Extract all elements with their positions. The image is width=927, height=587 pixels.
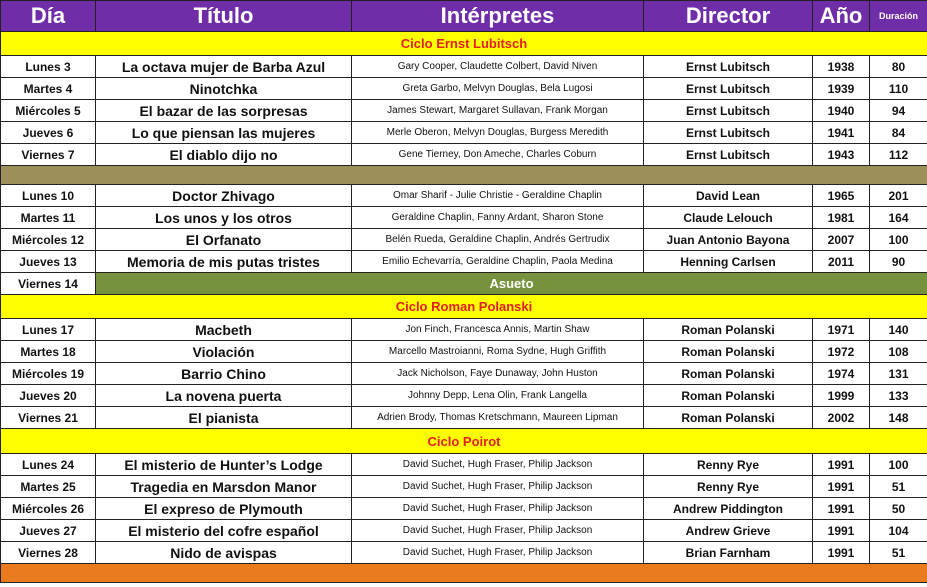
year-cell: 1999: [813, 385, 870, 407]
day-cell: Viernes 7: [1, 144, 96, 166]
table-row: [1, 454, 927, 476]
header-titulo: Título: [96, 1, 352, 32]
year-cell: 1938: [813, 56, 870, 78]
cast-cell: David Suchet, Hugh Fraser, Philip Jackson: [352, 498, 644, 520]
table-row: [1, 144, 927, 166]
cast-cell: Gary Cooper, Claudette Colbert, David Niven: [352, 56, 644, 78]
title-cell: Nido de avispas: [96, 542, 352, 564]
duration-cell: 131: [870, 363, 927, 385]
cast-cell: David Suchet, Hugh Fraser, Philip Jackson: [352, 542, 644, 564]
cycle-title: Ciclo Poirot: [1, 429, 927, 454]
day-cell: Jueves 20: [1, 385, 96, 407]
title-cell: El expreso de Plymouth: [96, 498, 352, 520]
day-cell: Viernes 21: [1, 407, 96, 429]
title-cell: Violación: [96, 341, 352, 363]
duration-cell: 100: [870, 454, 927, 476]
title-cell: Tragedia en Marsdon Manor: [96, 476, 352, 498]
table-row: [1, 207, 927, 229]
year-cell: 1971: [813, 319, 870, 341]
director-cell: Roman Polanski: [644, 407, 813, 429]
director-cell: Claude Lelouch: [644, 207, 813, 229]
separator-row: [1, 166, 927, 185]
footer-bar: [1, 564, 927, 583]
asueto-row: [1, 273, 927, 295]
title-cell: Barrio Chino: [96, 363, 352, 385]
director-cell: David Lean: [644, 185, 813, 207]
cast-cell: Jack Nicholson, Faye Dunaway, John Huston: [352, 363, 644, 385]
duration-cell: 94: [870, 100, 927, 122]
year-cell: 1943: [813, 144, 870, 166]
director-cell: Ernst Lubitsch: [644, 122, 813, 144]
director-cell: Ernst Lubitsch: [644, 100, 813, 122]
cycle-title: Ciclo Roman Polanski: [1, 295, 927, 319]
title-cell: La octava mujer de Barba Azul: [96, 56, 352, 78]
table-row: [1, 185, 927, 207]
duration-cell: 100: [870, 229, 927, 251]
duration-cell: 148: [870, 407, 927, 429]
table-row: [1, 229, 927, 251]
cast-cell: Johnny Depp, Lena Olin, Frank Langella: [352, 385, 644, 407]
year-cell: 1940: [813, 100, 870, 122]
director-cell: Ernst Lubitsch: [644, 78, 813, 100]
cast-cell: David Suchet, Hugh Fraser, Philip Jackson: [352, 476, 644, 498]
header-anio: Año: [813, 1, 870, 32]
table-row: [1, 251, 927, 273]
table-row: [1, 542, 927, 564]
year-cell: 1974: [813, 363, 870, 385]
cast-cell: Merle Oberon, Melvyn Douglas, Burgess Meredith: [352, 122, 644, 144]
day-cell: Miércoles 26: [1, 498, 96, 520]
header-duracion: Duración: [870, 1, 927, 32]
asueto-label: Asueto: [96, 273, 927, 295]
cycle-header-row: [1, 32, 927, 56]
day-cell: Viernes 28: [1, 542, 96, 564]
cast-cell: Gene Tierney, Don Ameche, Charles Coburn: [352, 144, 644, 166]
duration-cell: 51: [870, 542, 927, 564]
duration-cell: 164: [870, 207, 927, 229]
day-cell: Jueves 27: [1, 520, 96, 542]
year-cell: 1991: [813, 520, 870, 542]
duration-cell: 108: [870, 341, 927, 363]
table-row: [1, 476, 927, 498]
table-row: [1, 56, 927, 78]
duration-cell: 201: [870, 185, 927, 207]
title-cell: El bazar de las sorpresas: [96, 100, 352, 122]
year-cell: 1981: [813, 207, 870, 229]
duration-cell: 84: [870, 122, 927, 144]
table-row: [1, 407, 927, 429]
title-cell: El misterio de Hunter’s Lodge: [96, 454, 352, 476]
table-row: [1, 319, 927, 341]
director-cell: Brian Farnham: [644, 542, 813, 564]
day-cell: Martes 11: [1, 207, 96, 229]
day-cell: Martes 25: [1, 476, 96, 498]
year-cell: 1941: [813, 122, 870, 144]
title-cell: El Orfanato: [96, 229, 352, 251]
cast-cell: James Stewart, Margaret Sullavan, Frank Morgan: [352, 100, 644, 122]
duration-cell: 140: [870, 319, 927, 341]
duration-cell: 110: [870, 78, 927, 100]
duration-cell: 104: [870, 520, 927, 542]
duration-cell: 112: [870, 144, 927, 166]
day-cell: Jueves 6: [1, 122, 96, 144]
cast-cell: David Suchet, Hugh Fraser, Philip Jackson: [352, 520, 644, 542]
title-cell: Los unos y los otros: [96, 207, 352, 229]
title-cell: El pianista: [96, 407, 352, 429]
director-cell: Renny Rye: [644, 454, 813, 476]
year-cell: 1991: [813, 542, 870, 564]
director-cell: Andrew Piddington: [644, 498, 813, 520]
day-cell: Miércoles 5: [1, 100, 96, 122]
day-cell: Miércoles 19: [1, 363, 96, 385]
day-cell: Lunes 3: [1, 56, 96, 78]
title-cell: La novena puerta: [96, 385, 352, 407]
header-row: [1, 1, 927, 32]
cycle-header-row: [1, 429, 927, 454]
cast-cell: Jon Finch, Francesca Annis, Martin Shaw: [352, 319, 644, 341]
cast-cell: David Suchet, Hugh Fraser, Philip Jackson: [352, 454, 644, 476]
table-row: [1, 385, 927, 407]
year-cell: 1991: [813, 454, 870, 476]
title-cell: Lo que piensan las mujeres: [96, 122, 352, 144]
separator: [1, 166, 927, 185]
duration-cell: 80: [870, 56, 927, 78]
director-cell: Henning Carlsen: [644, 251, 813, 273]
day-cell: Viernes 14: [1, 273, 96, 295]
director-cell: Ernst Lubitsch: [644, 144, 813, 166]
cast-cell: Greta Garbo, Melvyn Douglas, Bela Lugosi: [352, 78, 644, 100]
title-cell: Memoria de mis putas tristes: [96, 251, 352, 273]
day-cell: Jueves 13: [1, 251, 96, 273]
table-row: [1, 122, 927, 144]
director-cell: Juan Antonio Bayona: [644, 229, 813, 251]
year-cell: 2007: [813, 229, 870, 251]
table-row: [1, 498, 927, 520]
director-cell: Roman Polanski: [644, 341, 813, 363]
cycle-title: Ciclo Ernst Lubitsch: [1, 32, 927, 56]
day-cell: Lunes 17: [1, 319, 96, 341]
table-row: [1, 363, 927, 385]
day-cell: Lunes 24: [1, 454, 96, 476]
day-cell: Lunes 10: [1, 185, 96, 207]
title-cell: El diablo dijo no: [96, 144, 352, 166]
day-cell: Martes 4: [1, 78, 96, 100]
duration-cell: 50: [870, 498, 927, 520]
cast-cell: Omar Sharif - Julie Christie - Geraldine Chaplin: [352, 185, 644, 207]
year-cell: 1991: [813, 476, 870, 498]
director-cell: Roman Polanski: [644, 385, 813, 407]
director-cell: Roman Polanski: [644, 319, 813, 341]
header-interpretes: Intérpretes: [352, 1, 644, 32]
year-cell: 1965: [813, 185, 870, 207]
duration-cell: 90: [870, 251, 927, 273]
cast-cell: Emilio Echevarría, Geraldine Chaplin, Paola Medina: [352, 251, 644, 273]
footer-bar-row: [1, 564, 927, 583]
year-cell: 1939: [813, 78, 870, 100]
header-dia: Día: [1, 1, 96, 32]
table-row: [1, 78, 927, 100]
table-row: [1, 341, 927, 363]
cast-cell: Marcello Mastroianni, Roma Sydne, Hugh Griffith: [352, 341, 644, 363]
title-cell: Ninotchka: [96, 78, 352, 100]
table-row: [1, 100, 927, 122]
year-cell: 1972: [813, 341, 870, 363]
title-cell: Macbeth: [96, 319, 352, 341]
year-cell: 2002: [813, 407, 870, 429]
cast-cell: Geraldine Chaplin, Fanny Ardant, Sharon Stone: [352, 207, 644, 229]
title-cell: Doctor Zhivago: [96, 185, 352, 207]
title-cell: El misterio del cofre español: [96, 520, 352, 542]
day-cell: Miércoles 12: [1, 229, 96, 251]
director-cell: Roman Polanski: [644, 363, 813, 385]
day-cell: Martes 18: [1, 341, 96, 363]
table-row: [1, 520, 927, 542]
year-cell: 2011: [813, 251, 870, 273]
year-cell: 1991: [813, 498, 870, 520]
duration-cell: 51: [870, 476, 927, 498]
director-cell: Andrew Grieve: [644, 520, 813, 542]
cycle-header-row: [1, 295, 927, 319]
duration-cell: 133: [870, 385, 927, 407]
director-cell: Ernst Lubitsch: [644, 56, 813, 78]
cast-cell: Adrien Brody, Thomas Kretschmann, Maureen Lipman: [352, 407, 644, 429]
director-cell: Renny Rye: [644, 476, 813, 498]
cast-cell: Belén Rueda, Geraldine Chaplin, Andrés Gertrudix: [352, 229, 644, 251]
header-director: Director: [644, 1, 813, 32]
